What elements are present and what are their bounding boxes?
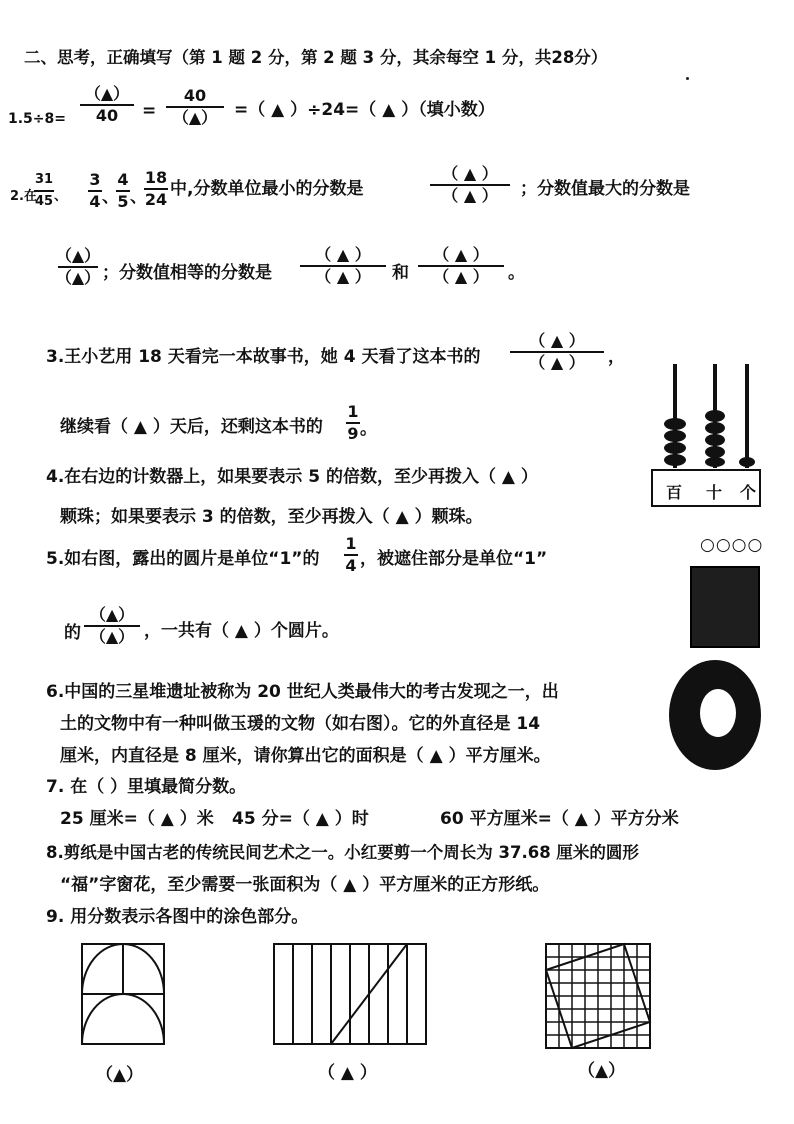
speck-mark bbox=[686, 77, 689, 80]
abacus-counter bbox=[650, 360, 760, 510]
q5-answer-fraction: （▲） （▲） bbox=[84, 605, 140, 647]
q7-item-2: 45 分=（ ▲ ）时 bbox=[232, 809, 369, 829]
abacus-label-ones: 个 bbox=[740, 483, 757, 502]
q5-line2-a: 的 bbox=[64, 623, 81, 643]
q5-cover-board bbox=[690, 566, 760, 648]
q2-line2-a: ；分数值相等的分数是 bbox=[102, 263, 272, 283]
q8-line1: 8.剪纸是中国古老的传统民间艺术之一。小红要剪一个周长为 37.68 厘米的圆形 bbox=[46, 843, 639, 862]
abacus-label-tens: 十 bbox=[706, 483, 723, 502]
q2-and: 和 bbox=[392, 263, 409, 283]
q8-line2: “福”字窗花，至少需要一张面积为（ ▲ ）平方厘米的正方形纸。 bbox=[60, 875, 550, 895]
abacus-label-hundreds: 百 bbox=[666, 483, 683, 502]
q7-item-1: 25 厘米=（ ▲ ）米 bbox=[60, 809, 214, 829]
q5-line1-b: ，被遮住部分是单位“1” bbox=[360, 549, 548, 569]
q1-blank-2[interactable]: （▲） bbox=[172, 108, 218, 127]
q9-figure-2 bbox=[274, 944, 434, 1054]
q1-fraction-1: （▲） 40 bbox=[80, 84, 134, 126]
q2-fraction-b: 3 4 bbox=[89, 170, 101, 211]
section-title: 二、思考，正确填写（第 1 题 2 分，第 2 题 3 分，其余每空 1 分，共28分） bbox=[24, 48, 608, 67]
q5-line1-a: 5.如右图，露出的圆片是单位“1”的 bbox=[46, 549, 320, 569]
q6-line2: 土的文物中有一种叫做玉瑗的文物（如右图）。它的外直径是 14 bbox=[60, 714, 541, 734]
q7-line1: 7. 在（ ）里填最简分数。 bbox=[46, 777, 247, 797]
q2-mid: 中,分数单位最小的分数是 bbox=[170, 179, 364, 199]
q2-fraction-a: 31 45 bbox=[34, 172, 54, 209]
q6-line1: 6.中国的三星堆遗址被称为 20 世纪人类最伟大的考古发现之一，出 bbox=[46, 682, 559, 702]
q7-item-3: 60 平方厘米=（ ▲ ）平方分米 bbox=[440, 809, 679, 829]
q3-end: 。 bbox=[360, 419, 377, 439]
q2-answer-largest: （▲） （▲） bbox=[55, 246, 101, 287]
q3-line2: 继续看（ ▲ ）天后，还剩这本书的 bbox=[60, 417, 323, 437]
q5-given-fraction: 1 4 bbox=[345, 534, 357, 575]
q2-end: 。 bbox=[508, 263, 525, 283]
q1-blank[interactable]: （▲） bbox=[84, 84, 130, 103]
q9-figure-1 bbox=[82, 944, 172, 1054]
q9-answer-3[interactable]: （▲） bbox=[578, 1061, 626, 1081]
q2-answer-equal-1: （ ▲ ） （ ▲ ） bbox=[300, 245, 386, 287]
q3-line1: 3.王小艺用 18 天看完一本故事书，她 4 天看了这本书的 bbox=[46, 347, 481, 367]
q5-line2-b: ，一共有（ ▲ ）个圆片。 bbox=[144, 621, 339, 641]
q6-line3: 厘米，内直径是 8 厘米，请你算出它的面积是（ ▲ ）平方厘米。 bbox=[60, 746, 551, 766]
q9-line1: 9. 用分数表示各图中的涂色部分。 bbox=[46, 907, 309, 927]
q2-answer-equal-2: （ ▲ ） （ ▲ ） bbox=[418, 245, 504, 287]
q2-fraction-c: 4 5 bbox=[117, 170, 129, 211]
q1-tail: =（ ▲ ）÷24=（ ▲ ）（填小数） bbox=[234, 100, 495, 120]
q9-answer-1[interactable]: （▲） bbox=[96, 1065, 144, 1085]
q4-line1: 4.在右边的计数器上，如果要表示 5 的倍数，至少再拨入（ ▲ ） bbox=[46, 467, 538, 487]
q3-comma: ， bbox=[608, 347, 625, 367]
q1-equals: = bbox=[142, 101, 157, 121]
q1-lead: 1.5÷8= bbox=[8, 111, 67, 127]
q4-line2: 颗珠；如果要表示 3 的倍数，至少再拨入（ ▲ ）颗珠。 bbox=[60, 507, 483, 527]
q2-lead: 2.在 bbox=[10, 189, 37, 204]
q9-figure-3 bbox=[546, 944, 656, 1054]
q2-answer-smallest-unit: （ ▲ ） （ ▲ ） bbox=[430, 164, 510, 206]
jade-ring-image bbox=[660, 655, 770, 775]
q1-fraction-2: 40 （▲） bbox=[166, 86, 224, 128]
q3-answer-fraction: （ ▲ ） （ ▲ ） bbox=[510, 331, 604, 373]
q2-fraction-d: 18 24 bbox=[144, 168, 168, 209]
q2-mid2: ；分数值最大的分数是 bbox=[520, 179, 690, 199]
q3-remaining-fraction: 1 9 bbox=[347, 402, 359, 443]
q5-visible-circles: ○○○○ bbox=[700, 535, 764, 555]
q9-answer-2[interactable]: （ ▲ ） bbox=[318, 1063, 377, 1083]
